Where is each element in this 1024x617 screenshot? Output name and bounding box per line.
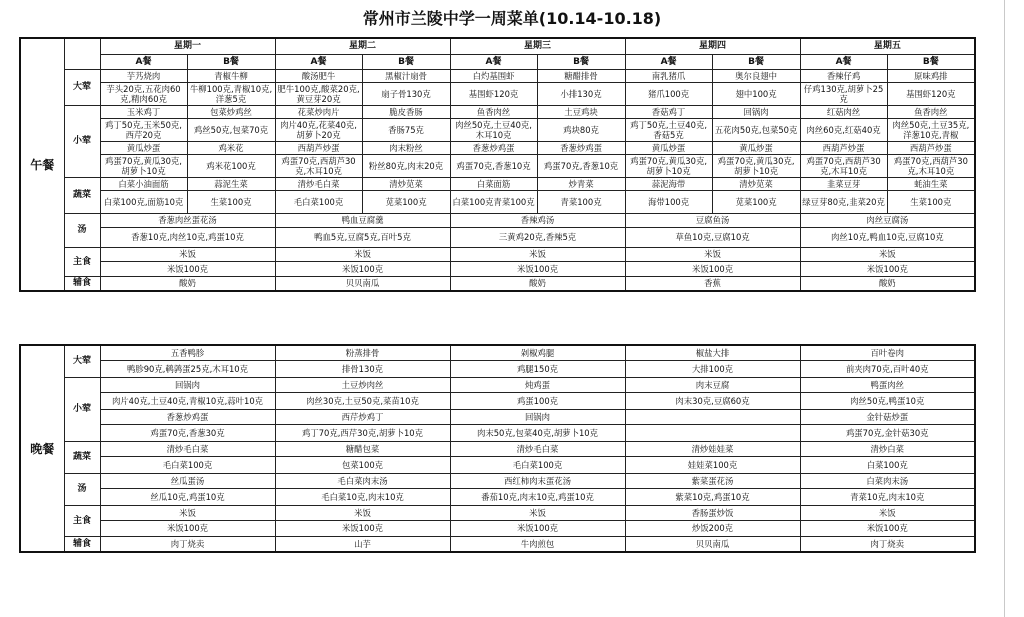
dish-ingredients: 大排100克 <box>625 360 800 377</box>
dish-ingredients: 肉丝50克,鸭蛋10克 <box>800 392 975 409</box>
dish-name: 土豆鸡块 <box>537 105 625 118</box>
page-edge-rule <box>1004 0 1005 617</box>
soup-name: 丝瓜蛋汤 <box>100 473 275 488</box>
dish-name: 炖鸡蛋 <box>450 377 625 392</box>
side-food: 酸奶 <box>800 276 975 291</box>
set-b-header: B餐 <box>887 54 975 69</box>
staple-ingredients: 米饭100克 <box>275 520 450 536</box>
day-header: 星期二 <box>275 38 450 54</box>
dish-name: 炒青菜 <box>537 177 625 190</box>
dish-name: 五香鸭胗 <box>100 345 275 360</box>
side-food: 牛肉煎包 <box>450 536 625 552</box>
dish-ingredients: 仔鸡130克,胡萝卜25克 <box>800 82 887 105</box>
dish-ingredients: 鸡蛋70克,西葫芦30克,木耳10克 <box>887 154 975 177</box>
dish-name: 蒜泥海带 <box>625 177 712 190</box>
staple-name: 米饭 <box>100 505 275 520</box>
dish-ingredients: 肉丝50克,土豆40克,木耳10克 <box>450 118 537 141</box>
side-food: 肉丁烧卖 <box>100 536 275 552</box>
dish-ingredients: 鸡丁50克,土豆40克,香菇5克 <box>625 118 712 141</box>
dish-name: 鸭蛋肉丝 <box>800 377 975 392</box>
soup-ingredients: 青菜10克,肉末10克 <box>800 488 975 505</box>
dish-name: 回锅肉 <box>100 377 275 392</box>
dish-name: 香葱炒鸡蛋 <box>450 141 537 154</box>
set-b-header: B餐 <box>537 54 625 69</box>
soup-name: 肉丝豆腐汤 <box>800 213 975 227</box>
staple-name: 米饭 <box>800 247 975 261</box>
category-label: 小荤 <box>64 105 100 177</box>
staple-ingredients: 米饭100克 <box>275 261 450 276</box>
soup-name: 豆腐鱼汤 <box>625 213 800 227</box>
category-label: 蔬菜 <box>64 441 100 473</box>
side-food: 山芋 <box>275 536 450 552</box>
dish-name: 鸡米花 <box>187 141 275 154</box>
dish-name: 奥尔良翅中 <box>712 69 800 82</box>
staple-ingredients: 米饭100克 <box>625 261 800 276</box>
soup-name: 毛白菜肉末汤 <box>275 473 450 488</box>
dish-ingredients: 牛柳100克,青椒10克,洋葱5克 <box>187 82 275 105</box>
soup-ingredients: 三黄鸡20克,香辣5克 <box>450 227 625 247</box>
set-a-header: A餐 <box>275 54 362 69</box>
dish-ingredients: 鸡丁70克,西芹30克,胡萝卜10克 <box>275 424 450 441</box>
soup-name: 香辣鸡汤 <box>450 213 625 227</box>
side-food: 酸奶 <box>450 276 625 291</box>
staple-ingredients: 米饭100克 <box>450 520 625 536</box>
dish-ingredients: 生菜100克 <box>887 190 975 213</box>
dish-name: 糖醋排骨 <box>537 69 625 82</box>
dish-ingredients: 鸡米花100克 <box>187 154 275 177</box>
category-label: 主食 <box>64 505 100 536</box>
soup-ingredients: 草鱼10克,豆腐10克 <box>625 227 800 247</box>
dish-ingredients: 鸡丁50克,玉米50克,西芹20克 <box>100 118 187 141</box>
dish-ingredients: 香肠75克 <box>362 118 450 141</box>
dish-ingredients: 猪爪100克 <box>625 82 712 105</box>
staple-name: 米饭 <box>275 505 450 520</box>
dinner-label: 晚餐 <box>20 345 64 552</box>
staple-name: 米饭 <box>275 247 450 261</box>
staple-name: 米饭 <box>800 505 975 520</box>
dish-ingredients: 鸡蛋100克 <box>450 392 625 409</box>
soup-ingredients: 肉丝10克,鸭血10克,豆腐10克 <box>800 227 975 247</box>
dish-name: 香菇鸡丁 <box>625 105 712 118</box>
soup-name: 紫菜蛋花汤 <box>625 473 800 488</box>
dish-name: 西芹炒鸡丁 <box>275 409 450 424</box>
dish-ingredients: 鸡蛋70克,香葱30克 <box>100 424 275 441</box>
dish-ingredients: 排骨130克 <box>275 360 450 377</box>
dish-name: 糖醋包菜 <box>275 441 450 456</box>
dish-name: 酸汤肥牛 <box>275 69 362 82</box>
dish-name: 清炒苋菜 <box>712 177 800 190</box>
category-label: 汤 <box>64 473 100 505</box>
dish-name: 回锅肉 <box>450 409 625 424</box>
dish-name: 花菜炒肉片 <box>275 105 362 118</box>
dish-ingredients: 毛白菜100克 <box>275 190 362 213</box>
dish-ingredients: 肉片40克,花菜40克,胡萝卜20克 <box>275 118 362 141</box>
category-label: 大荤 <box>64 345 100 377</box>
dish-ingredients: 鸡腿150克 <box>450 360 625 377</box>
category-label: 小荤 <box>64 377 100 441</box>
dish-ingredients: 扇子骨130克 <box>362 82 450 105</box>
dish-ingredients: 白菜100克 <box>800 456 975 473</box>
soup-ingredients: 鸭血5克,豆腐5克,百叶5克 <box>275 227 450 247</box>
dish-name: 西葫芦炒蛋 <box>275 141 362 154</box>
dish-name: 百叶卷肉 <box>800 345 975 360</box>
day-header: 星期三 <box>450 38 625 54</box>
dinner-menu-table <box>19 344 976 553</box>
dish-name: 鱼香肉丝 <box>450 105 537 118</box>
dish-ingredients <box>625 424 800 441</box>
soup-name: 香葱肉丝蛋花汤 <box>100 213 275 227</box>
soup-name: 西红柿肉末蛋花汤 <box>450 473 625 488</box>
set-a-header: A餐 <box>450 54 537 69</box>
dish-ingredients: 毛白菜100克 <box>450 456 625 473</box>
set-a-header: A餐 <box>800 54 887 69</box>
dish-name: 剁椒鸡腿 <box>450 345 625 360</box>
dish-name: 土豆炒肉丝 <box>275 377 450 392</box>
category-label: 辅食 <box>64 536 100 552</box>
soup-name: 鸭血豆腐羹 <box>275 213 450 227</box>
dish-name: 蒜泥生菜 <box>187 177 275 190</box>
dish-ingredients: 基围虾120克 <box>887 82 975 105</box>
dish-name: 脆皮香肠 <box>362 105 450 118</box>
dish-ingredients: 肉丝60克,红菇40克 <box>800 118 887 141</box>
staple-ingredients: 炒饭200克 <box>625 520 800 536</box>
dish-name: 清炒苋菜 <box>362 177 450 190</box>
dish-ingredients: 鸡蛋70克,黄瓜30克,胡萝卜10克 <box>712 154 800 177</box>
side-food: 贝贝南瓜 <box>275 276 450 291</box>
dish-ingredients: 鸡蛋70克,金针菇30克 <box>800 424 975 441</box>
staple-ingredients: 米饭100克 <box>800 261 975 276</box>
dish-ingredients: 青菜100克 <box>537 190 625 213</box>
set-a-header: A餐 <box>625 54 712 69</box>
dish-name: 黑椒汁扇骨 <box>362 69 450 82</box>
dish-name: 肉末豆腐 <box>625 377 800 392</box>
dish-name: 回锅肉 <box>712 105 800 118</box>
dish-ingredients: 鸡蛋70克,黄瓜30克,胡萝卜10克 <box>100 154 187 177</box>
dish-ingredients: 绿豆芽80克,韭菜20克 <box>800 190 887 213</box>
dish-ingredients: 鸡蛋70克,黄瓜30克,胡萝卜10克 <box>625 154 712 177</box>
lunch-menu-table <box>19 37 976 292</box>
category-label: 辅食 <box>64 276 100 291</box>
category-label: 大荤 <box>64 69 100 105</box>
dish-ingredients: 鸡蛋70克,西葫芦30克,木耳10克 <box>800 154 887 177</box>
staple-ingredients: 米饭100克 <box>100 520 275 536</box>
dish-name: 粉蒸排骨 <box>275 345 450 360</box>
dish-name: 黄瓜炒蛋 <box>712 141 800 154</box>
dish-name: 香葱炒鸡蛋 <box>537 141 625 154</box>
dish-ingredients: 肉丝50克,土豆35克,洋葱10克,青椒 <box>887 118 975 141</box>
dish-name: 红菇肉丝 <box>800 105 887 118</box>
day-header: 星期四 <box>625 38 800 54</box>
dish-name: 金针菇炒蛋 <box>800 409 975 424</box>
dish-name: 椒盐大排 <box>625 345 800 360</box>
staple-name: 米饭 <box>450 247 625 261</box>
side-food: 肉丁烧卖 <box>800 536 975 552</box>
day-header: 星期五 <box>800 38 975 54</box>
dish-name: 香辣仔鸡 <box>800 69 887 82</box>
dish-ingredients: 翅中100克 <box>712 82 800 105</box>
dish-name: 白菜面筋 <box>450 177 537 190</box>
menu-title: 常州市兰陵中学一周菜单(10.14-10.18) <box>362 9 662 28</box>
dish-ingredients: 前夹肉70克,百叶40克 <box>800 360 975 377</box>
set-b-header: B餐 <box>362 54 450 69</box>
dish-name: 青椒牛柳 <box>187 69 275 82</box>
dish-ingredients: 生菜100克 <box>187 190 275 213</box>
dish-ingredients: 包菜100克 <box>275 456 450 473</box>
dish-name: 黄瓜炒蛋 <box>100 141 187 154</box>
category-label: 蔬菜 <box>64 177 100 213</box>
dish-name: 清炒毛白菜 <box>450 441 625 456</box>
set-a-header: A餐 <box>100 54 187 69</box>
day-header: 星期一 <box>100 38 275 54</box>
dish-name: 玉米鸡丁 <box>100 105 187 118</box>
dish-name: 白菜小油面筋 <box>100 177 187 190</box>
dish-name: 南乳猪爪 <box>625 69 712 82</box>
dish-name: 肉末粉丝 <box>362 141 450 154</box>
dish-ingredients: 肉末50克,包菜40克,胡萝卜10克 <box>450 424 625 441</box>
dish-ingredients: 苋菜100克 <box>712 190 800 213</box>
set-b-header: B餐 <box>712 54 800 69</box>
staple-name: 香肠蛋炒饭 <box>625 505 800 520</box>
dish-name: 包菜炒鸡丝 <box>187 105 275 118</box>
dish-ingredients: 五花肉50克,包菜50克 <box>712 118 800 141</box>
dish-ingredients: 鸭胗90克,鹌鹑蛋25克,木耳10克 <box>100 360 275 377</box>
staple-ingredients: 米饭100克 <box>450 261 625 276</box>
soup-ingredients: 毛白菜10克,肉末10克 <box>275 488 450 505</box>
dish-name: 清炒娃娃菜 <box>625 441 800 456</box>
dish-ingredients: 苋菜100克 <box>362 190 450 213</box>
side-food: 贝贝南瓜 <box>625 536 800 552</box>
dish-name: 黄瓜炒蛋 <box>625 141 712 154</box>
dish-name <box>625 409 800 424</box>
dish-ingredients: 肉片40克,土豆40克,青椒10克,蒜叶10克 <box>100 392 275 409</box>
lunch-label: 午餐 <box>20 38 64 291</box>
dish-name: 香葱炒鸡蛋 <box>100 409 275 424</box>
dish-ingredients: 毛白菜100克 <box>100 456 275 473</box>
dish-ingredients: 鸡蛋70克,西葫芦30克,木耳10克 <box>275 154 362 177</box>
dish-ingredients: 小排130克 <box>537 82 625 105</box>
dish-ingredients: 白菜100克,面筋10克 <box>100 190 187 213</box>
soup-ingredients: 紫菜10克,鸡蛋10克 <box>625 488 800 505</box>
staple-ingredients: 米饭100克 <box>100 261 275 276</box>
dish-ingredients: 芋头20克,五花肉60克,精肉60克 <box>100 82 187 105</box>
dish-ingredients: 海带100克 <box>625 190 712 213</box>
header-corner <box>64 38 100 69</box>
category-label: 汤 <box>64 213 100 247</box>
category-label: 主食 <box>64 247 100 276</box>
dish-ingredients: 鸡蛋70克,香葱10克 <box>537 154 625 177</box>
dish-name: 原味鸡排 <box>887 69 975 82</box>
staple-name: 米饭 <box>625 247 800 261</box>
soup-ingredients: 番茄10克,肉末10克,鸡蛋10克 <box>450 488 625 505</box>
dish-ingredients: 鸡蛋70克,香葱10克 <box>450 154 537 177</box>
dish-name: 清炒毛白菜 <box>100 441 275 456</box>
soup-name: 白菜肉末汤 <box>800 473 975 488</box>
side-food: 酸奶 <box>100 276 275 291</box>
dish-name: 芋艿烧肉 <box>100 69 187 82</box>
soup-ingredients: 丝瓜10克,鸡蛋10克 <box>100 488 275 505</box>
dish-name: 鱼香肉丝 <box>887 105 975 118</box>
dish-ingredients: 白菜100克青菜100克 <box>450 190 537 213</box>
dish-name: 韭菜豆芽 <box>800 177 887 190</box>
dish-ingredients: 鸡丝50克,包菜70克 <box>187 118 275 141</box>
dish-ingredients: 肉丝30克,土豆50克,菜苗10克 <box>275 392 450 409</box>
dish-ingredients: 肉末30克,豆腐60克 <box>625 392 800 409</box>
dish-ingredients: 粉丝80克,肉末20克 <box>362 154 450 177</box>
dish-ingredients: 娃娃菜100克 <box>625 456 800 473</box>
soup-ingredients: 香葱10克,肉丝10克,鸡蛋10克 <box>100 227 275 247</box>
dish-ingredients: 基围虾120克 <box>450 82 537 105</box>
dish-name: 清炒白菜 <box>800 441 975 456</box>
set-b-header: B餐 <box>187 54 275 69</box>
dish-name: 蚝油生菜 <box>887 177 975 190</box>
dish-name: 西葫芦炒蛋 <box>800 141 887 154</box>
dish-name: 白灼基围虾 <box>450 69 537 82</box>
dish-name: 清炒毛白菜 <box>275 177 362 190</box>
side-food: 香蕉 <box>625 276 800 291</box>
dish-ingredients: 肥牛100克,酸菜20克,黄豆芽20克 <box>275 82 362 105</box>
staple-name: 米饭 <box>100 247 275 261</box>
dish-ingredients: 鸡块80克 <box>537 118 625 141</box>
dish-name: 西葫芦炒蛋 <box>887 141 975 154</box>
staple-name: 米饭 <box>450 505 625 520</box>
staple-ingredients: 米饭100克 <box>800 520 975 536</box>
